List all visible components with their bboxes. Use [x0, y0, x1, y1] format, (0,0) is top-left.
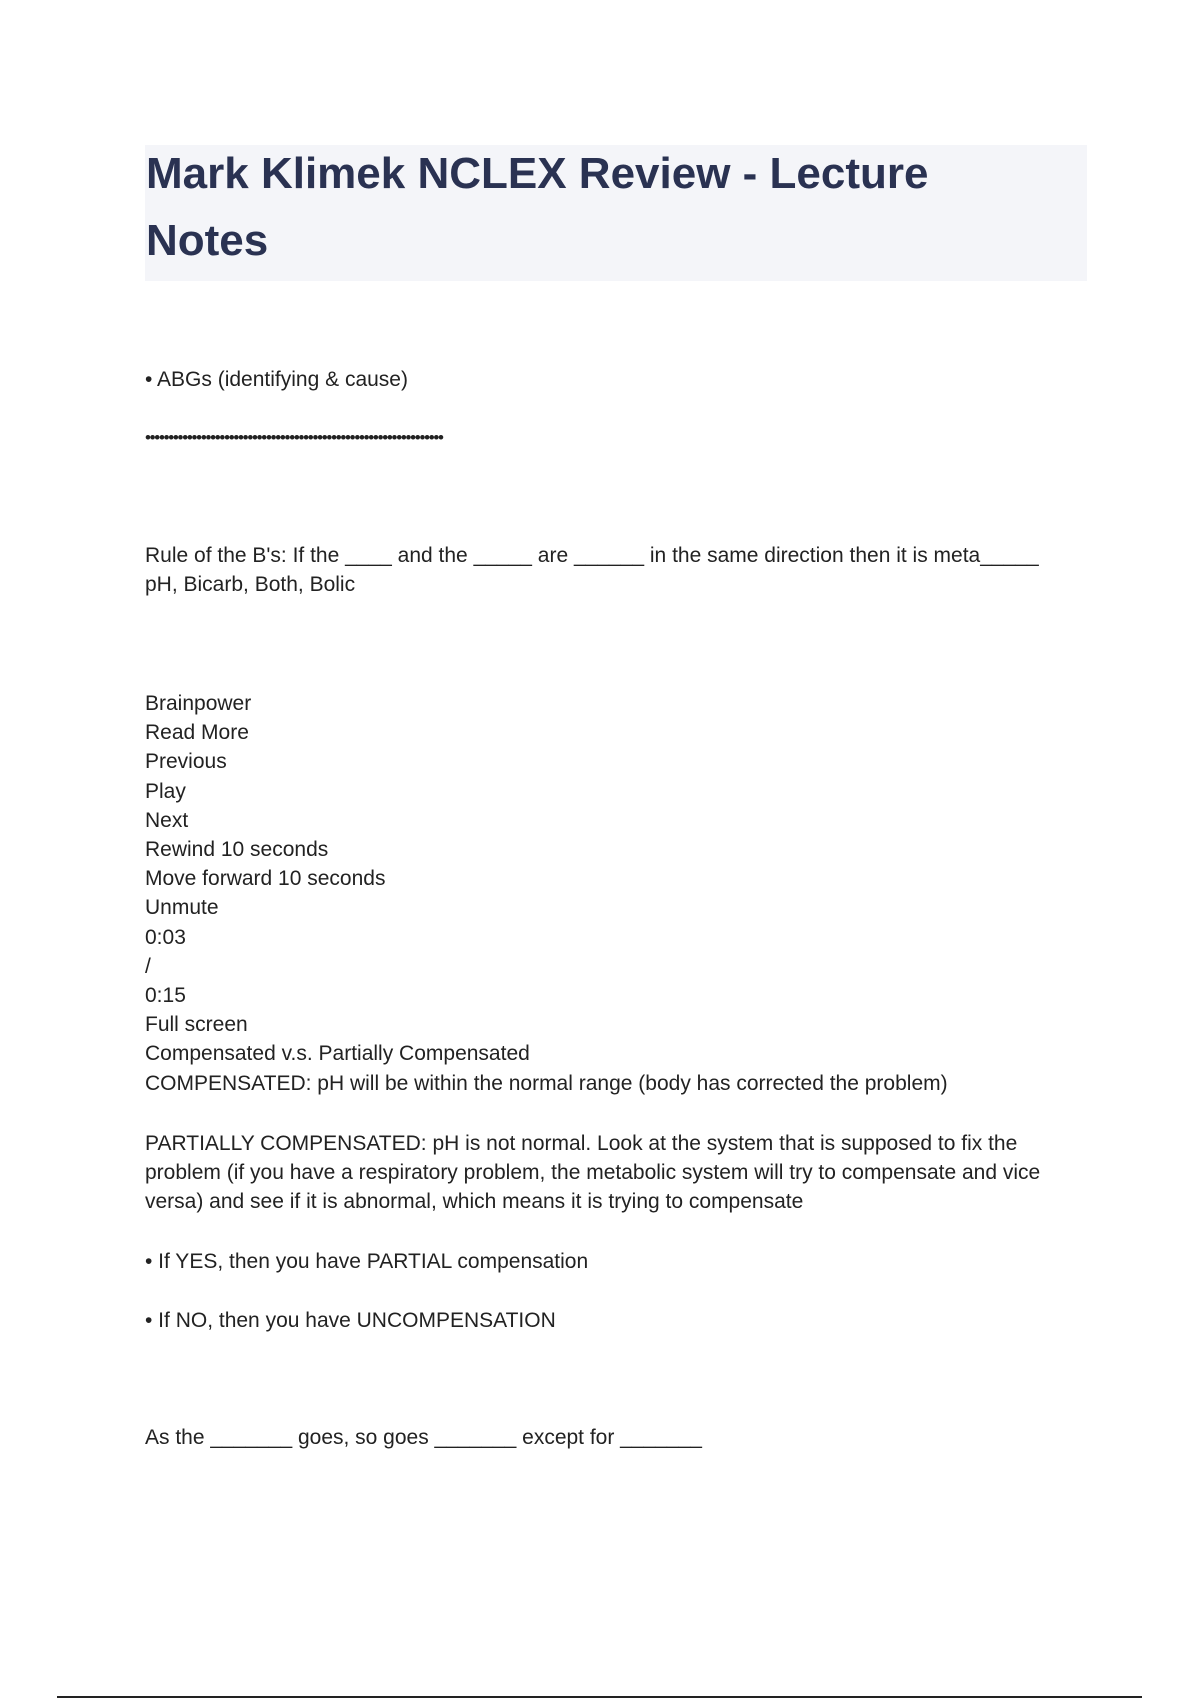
compensated-definition: COMPENSATED: pH will be within the normal range (body has corrected the problem) [145, 1071, 948, 1095]
page-title: Mark Klimek NCLEX Review - Lecture Notes [146, 149, 929, 265]
list-item: Play [145, 779, 186, 803]
list-item: 0:15 [145, 984, 186, 1008]
list-item: Rewind 10 seconds [145, 838, 329, 862]
footer-divider [57, 1696, 1142, 1698]
dotted-separator: •••••••••••••••••••••••••••••••••••••••••••••••••••••••••••••••• [145, 428, 443, 447]
list-item: Brainpower [145, 692, 252, 715]
compensation-heading: Compensated v.s. Partially Compensated [145, 1042, 530, 1066]
partially-compensated-definition: PARTIALLY COMPENSATED: pH is not normal. Look at the system that is supposed to fix the problem (if you have a respiratory problem, the metabolic system will try to compensate and vice versa) and see if it is abnormal, which means it is trying to compensate [145, 1132, 1041, 1213]
list-item: / [145, 954, 151, 978]
list-item: Full screen [145, 1013, 248, 1037]
rule-of-bs-answer: pH, Bicarb, Both, Bolic [145, 573, 356, 596]
as-the-prompt: As the _______ goes, so goes _______ except for _______ [145, 1426, 702, 1449]
rule-of-bs-prompt: Rule of the B's: If the ____ and the _____ are ______ in the same direction then it is meta_____ [145, 544, 1039, 567]
if-yes-bullet: • If YES, then you have PARTIAL compensation [145, 1250, 589, 1273]
list-item: Previous [145, 750, 227, 774]
list-item: Read More [145, 721, 249, 745]
media-player-text-list [145, 689, 948, 1098]
if-no-bullet: • If NO, then you have UNCOMPENSATION [145, 1309, 556, 1332]
list-item: 0:03 [145, 925, 186, 949]
topic-bullet: • ABGs (identifying & cause) [145, 368, 408, 391]
list-item: Next [145, 808, 189, 832]
list-item: Move forward 10 seconds [145, 867, 386, 891]
list-item: Unmute [145, 896, 219, 920]
